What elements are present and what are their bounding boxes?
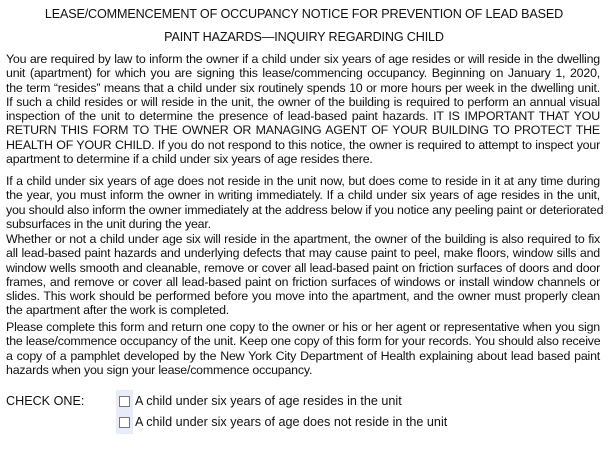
text-line: subsurfaces in the unit during the year. [6, 216, 211, 231]
text-line: frames, and remove or cover all lead-based paint on friction surfaces of windows or install window channels or [6, 274, 600, 289]
check-one-label: CHECK ONE: [6, 394, 85, 408]
text-line: hazards when you sign your lease/commence occupancy. [6, 362, 313, 377]
text-line: a copy of a pamphlet developed by the New York City Department of Health explaining about lead based paint [6, 348, 600, 363]
text-line: the term “resides” means that a child under six routinely spends 10 or more hours per week in the dwelling unit. [6, 80, 600, 95]
text-line: window wells smooth and cleanable, remove or cover all lead-based paint on friction surfaces of doors and door [6, 260, 600, 275]
title-line-1: LEASE/COMMENCEMENT OF OCCUPANCY NOTICE FOR PREVENTION OF LEAD BASED [44, 7, 564, 21]
text-line: inspection of the unit to determine the presence of lead-based paint hazards. IT IS IMPORTANT THAT YOU [6, 109, 600, 124]
option-label: A child under six years of age does not reside in the unit [135, 415, 448, 429]
checkbox[interactable] [119, 417, 130, 428]
paragraph-4 [6, 320, 600, 377]
text-line: If such a child resides or will reside in the unit, the owner of the building is required to perform an annual visual [6, 94, 600, 109]
option-child-resides[interactable] [119, 394, 402, 408]
text-line: RETURN THIS FORM TO THE OWNER OR MANAGING AGENT OF YOUR BUILDING TO PROTECT THE [6, 123, 600, 138]
text-line: unit (apartment) for which you are signing this lease/commencing occupancy. Beginning on January 1, 2020, [6, 66, 600, 81]
option-label: A child under six years of age resides in the unit [135, 394, 402, 408]
paragraph-3 [6, 232, 600, 318]
paragraph-2 [6, 174, 604, 231]
checkbox[interactable] [119, 396, 130, 407]
text-line: you should also inform the owner immediately at the address below if you notice any peeling paint or deteriorated [6, 202, 604, 217]
text-line: the lease/commence occupancy of the unit. Keep one copy of this form for your records. You should also receive [6, 334, 601, 349]
text-line: Please complete this form and return one copy to the owner or his or her agent or representative when you sign [6, 320, 600, 334]
text-line: apartment to determine if a child under six years of age resides there. [6, 152, 373, 167]
text-line: Whether or not a child under age six will reside in the apartment, the owner of the building is also required to fix [6, 232, 600, 246]
title-line-2: PAINT HAZARDS—INQUIRY REGARDING CHILD [164, 30, 444, 44]
text-line: HEALTH OF YOUR CHILD. If you do not respond to this notice, the owner is required to attempt to inspect your [6, 137, 600, 152]
text-line: slides. This work should be performed before you move into the apartment, and the owner must properly clean [6, 289, 600, 304]
text-line: the year, you must inform the owner in writing immediately. If a child under six years of age resides in the unit, [6, 188, 600, 203]
text-line: all lead-based paint hazards and underlying defects that may cause paint to peel, make floors, window sills and [6, 246, 600, 261]
text-line: You are required by law to inform the owner if a child under six years of age resides or will reside in the dwelling [6, 52, 600, 66]
paragraph-1 [6, 52, 600, 166]
text-line: the apartment after the work is completed. [6, 303, 230, 318]
option-child-does-not-reside[interactable] [119, 415, 447, 429]
text-line: If a child under six years of age does not reside in the unit now, but does come to reside in it at any time during [6, 174, 600, 188]
